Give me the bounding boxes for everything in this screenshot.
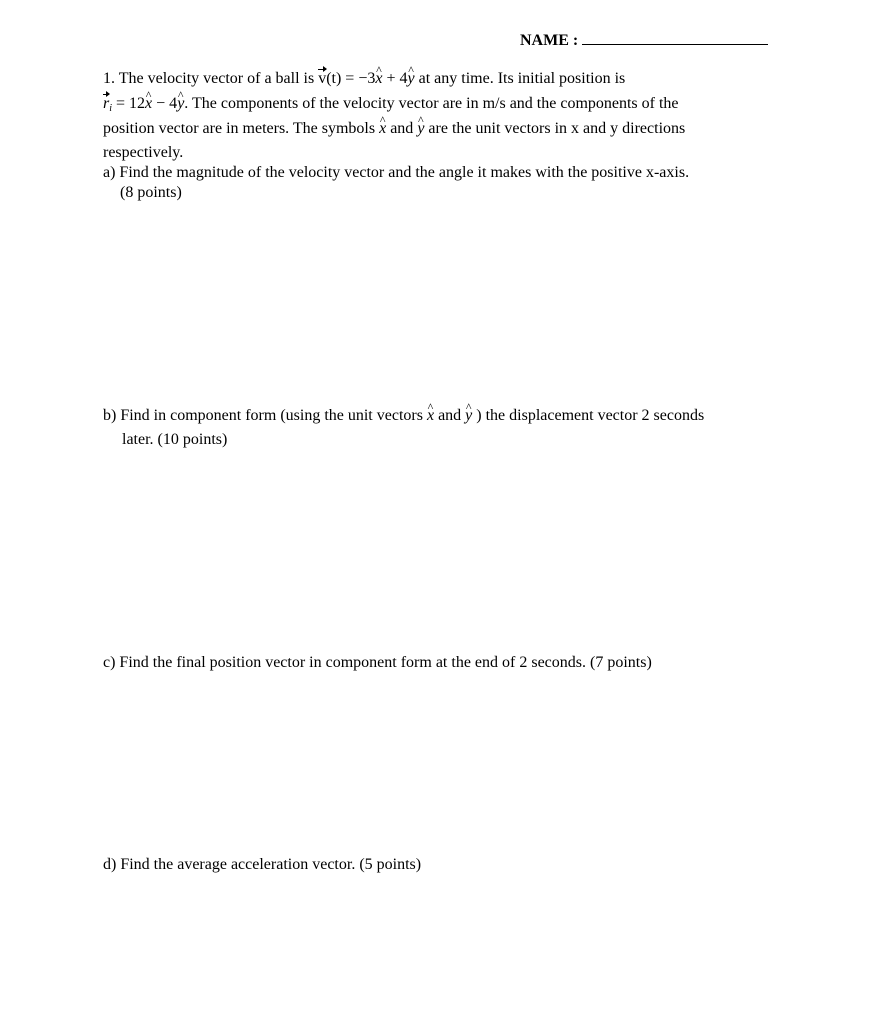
part-a-points-text: (8 points) xyxy=(120,184,182,201)
problem-text: . The components of the velocity vector are in m/s and the components of the xyxy=(184,95,679,112)
problem-text: are the unit vectors in x and y directions xyxy=(424,120,686,137)
part-c-text: c) Find the final position vector in component form at the end of 2 seconds. (7 points) xyxy=(103,654,652,671)
part-b-text: ) the displacement vector 2 seconds xyxy=(472,407,705,424)
problem-text: The velocity vector of a ball is xyxy=(118,70,319,87)
part-b-text: b) Find in component form (using the unit vectors xyxy=(103,407,427,424)
unit-x-hat: ^ x xyxy=(379,117,386,141)
problem-text: position vector are in meters. The symbols xyxy=(103,120,380,137)
name-blank-line[interactable] xyxy=(582,30,768,45)
part-d-text: d) Find the average acceleration vector. (5 points) xyxy=(103,856,422,873)
part-b-points-text: later. (10 points) xyxy=(122,431,228,448)
problem-text: at any time. Its initial position is xyxy=(414,70,626,87)
unit-y-hat: ^ y xyxy=(408,67,415,91)
velocity-expression: (t) = −3 xyxy=(326,70,376,87)
velocity-symbol: v xyxy=(318,67,326,91)
position-subscript: i xyxy=(109,103,113,114)
unit-x-hat: ^ x xyxy=(427,404,434,428)
part-a-question xyxy=(103,161,689,185)
unit-x-hat: ^ x xyxy=(375,67,382,91)
unit-y-hat: ^ y xyxy=(417,117,424,141)
velocity-expression: + 4 xyxy=(382,70,408,87)
part-c-question xyxy=(103,651,652,675)
part-b-text: and xyxy=(434,407,466,424)
position-expression: − 4 xyxy=(152,95,178,112)
part-b-line-2 xyxy=(122,428,227,452)
name-label: NAME : xyxy=(520,32,579,49)
name-field xyxy=(520,30,768,50)
unit-x-hat: ^ x xyxy=(145,92,152,116)
position-expression: = 12 xyxy=(112,95,146,112)
unit-y-hat: ^ y xyxy=(465,404,472,428)
part-a-text: a) Find the magnitude of the velocity vector and the angle it makes with the positive x-axis. xyxy=(103,164,690,181)
part-b-question xyxy=(103,404,704,428)
part-d-question xyxy=(103,853,421,877)
part-a-points xyxy=(120,181,182,205)
problem-number: 1. xyxy=(103,70,115,87)
problem-line-3 xyxy=(103,117,685,141)
unit-y-hat: ^ y xyxy=(177,92,184,116)
problem-text: respectively. xyxy=(103,144,184,161)
position-symbol: r xyxy=(103,92,109,116)
problem-text: and xyxy=(386,120,418,137)
